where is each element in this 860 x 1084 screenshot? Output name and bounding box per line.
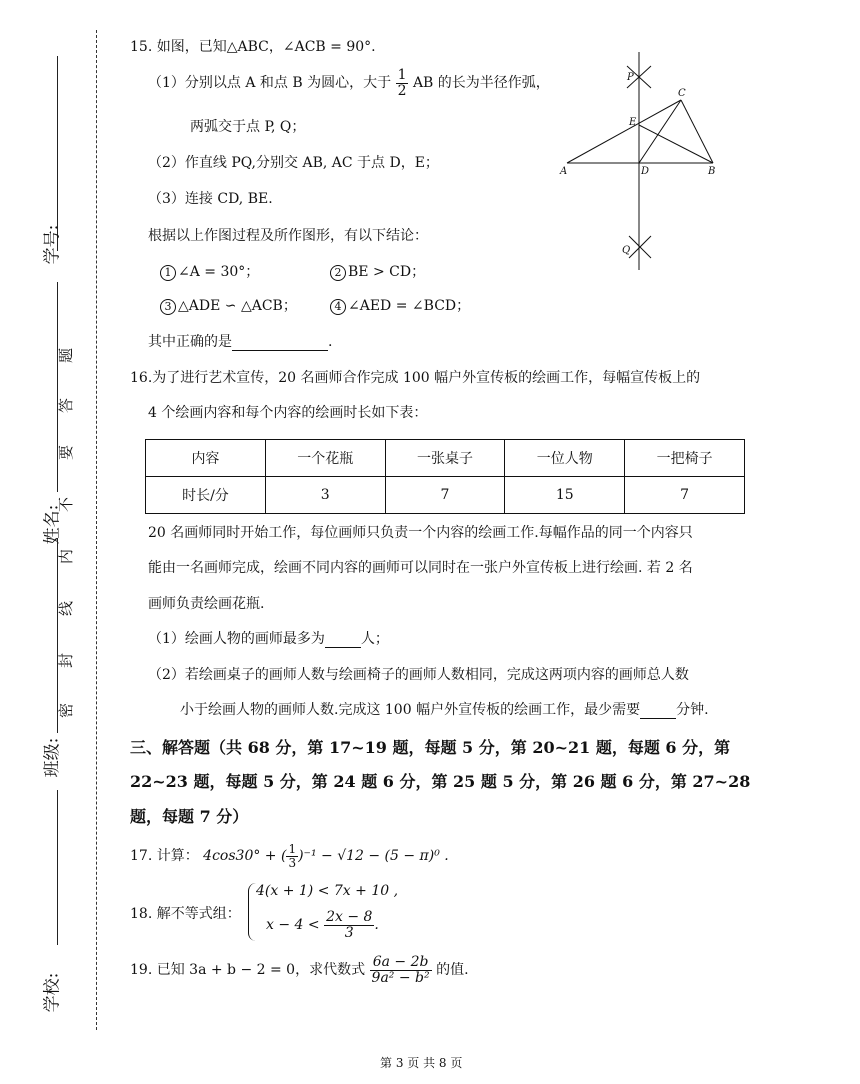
label-p: P (627, 72, 634, 83)
warning-char: 答 (57, 397, 76, 414)
section-heading-line3: 题，每题 7 分） (130, 807, 249, 826)
circled-number: 1 (160, 265, 176, 281)
q15-step2: （2）作直线 PQ,分别交 AB, AC 于点 D，E； (148, 155, 439, 171)
q16-stem-line1: 16.为了进行艺术宣传，20 名画师合作完成 100 幅户外宣传板的绘画工作，每幅宣传板上的 (130, 370, 701, 386)
warning-char: 要 (57, 444, 76, 461)
warning-char: 密 (57, 702, 76, 719)
q15-stem: 15. 如图，已知△ABC，∠ACB = 90°. (130, 39, 376, 55)
table-cell: 7 (385, 477, 505, 514)
sub2-text: 小于绘画人物的画师人数.完成这 100 幅户外宣传板的绘画工作，最少需要 (180, 702, 641, 718)
q15-conclusion-2 (330, 261, 425, 281)
sub2-end: 分钟. (676, 702, 709, 718)
sub1-end: 人； (360, 631, 389, 647)
q16-sub2-line1: （2）若绘画桌子的画师人数与绘画椅子的画师人数相同，完成这两项内容的画师总人数 (148, 667, 689, 683)
q18-inequality-2 (266, 910, 379, 940)
fraction-denominator: 3 (288, 855, 297, 870)
q16-stem-line2: 4 个绘画内容和每个内容的绘画时长如下表： (148, 405, 428, 421)
q17-expression: 4cos30° + ( (203, 848, 287, 865)
q15-conclusion-3 (160, 295, 297, 315)
table-cell: 时长/分 (146, 477, 266, 514)
circled-number: 3 (160, 299, 176, 315)
table-cell: 内容 (146, 440, 266, 477)
q18-inequality-1: 4(x + 1) < 7x + 10 , (256, 883, 399, 899)
student-id-line (57, 56, 58, 251)
q15-geometry-figure (555, 52, 730, 272)
answer-blank[interactable] (325, 631, 361, 648)
q15-half-fraction (396, 68, 409, 98)
label-d: D (641, 166, 650, 177)
warning-char: 线 (57, 600, 76, 617)
table-row (146, 477, 745, 514)
duration-table (145, 439, 745, 514)
label-a: A (560, 166, 568, 177)
binding-dashed-line (96, 30, 97, 1030)
q19-prefix: 19. 已知 3a + b − 2 = 0，求代数式 (130, 962, 366, 979)
fraction-denominator: 3 (344, 924, 354, 941)
answer-blank[interactable] (232, 334, 328, 351)
q15-step1-cont: 两弧交于点 P, Q； (190, 119, 306, 135)
q19-suffix: 的值. (436, 962, 469, 979)
q16-sub2-line2 (180, 699, 709, 719)
circled-number: 2 (330, 265, 346, 281)
segment-cd (639, 100, 681, 163)
q16-sub1 (148, 628, 389, 648)
inequality-end: . (374, 917, 379, 934)
name-line (57, 282, 58, 492)
q15-conclusion-1 (160, 261, 259, 281)
fraction-numerator: 6a − 2b (370, 955, 432, 971)
warning-char: 不 (57, 496, 76, 513)
conclusion-text: ∠A = 30°； (178, 264, 260, 280)
segment-ac (567, 100, 681, 163)
segment-cb (681, 100, 713, 163)
section-heading-line1: 三、解答题（共 68 分，第 17~19 题，每题 5 分，第 20~21 题，每题 6 分，第 (130, 738, 731, 757)
q15-step1-text: （1）分别以点 A 和点 B 为圆心，大于 (148, 75, 392, 92)
fraction-numerator: 1 (288, 842, 297, 856)
label-c: C (678, 88, 686, 99)
label-b: B (708, 166, 716, 177)
conclusion-text: BE > CD； (348, 264, 426, 280)
fraction-numerator: 1 (397, 67, 407, 83)
school-label: 学校: (42, 972, 63, 1013)
q15-answer-line (148, 331, 332, 351)
q18-fraction (324, 910, 374, 940)
q15-step3: （3）连接 CD, BE. (148, 191, 273, 207)
page-footer: 第 3 页 共 8 页 (380, 1056, 463, 1070)
warning-char: 内 (57, 548, 76, 565)
answer-prompt: 其中正确的是 (148, 334, 232, 350)
q17-expression-end: )⁻¹ − √12 − (5 − π)⁰ . (298, 848, 449, 865)
answer-end: . (328, 334, 333, 350)
class-label: 班级: (42, 737, 63, 778)
question-19 (130, 955, 469, 985)
q19-fraction (370, 955, 432, 985)
table-cell: 7 (625, 477, 745, 514)
section-heading-line2: 22~23 题，每题 5 分，第 24 题 6 分，第 25 题 5 分，第 26 题 6 分，第 27~28 (130, 772, 751, 791)
label-q: Q (622, 245, 631, 256)
table-cell: 15 (505, 477, 625, 514)
circled-number: 4 (330, 299, 346, 315)
table-cell: 一张桌子 (385, 440, 505, 477)
label-e: E (629, 117, 637, 128)
table-cell: 一个花瓶 (265, 440, 385, 477)
table-header-row (146, 440, 745, 477)
conclusion-text: △ADE ∽ △ACB； (178, 298, 297, 314)
answer-blank[interactable] (640, 702, 676, 719)
table-cell: 3 (265, 477, 385, 514)
table-cell: 一位人物 (505, 440, 625, 477)
student-id-label: 学号: (42, 224, 63, 265)
q15-step1 (148, 68, 550, 98)
question-17 (130, 843, 449, 869)
q16-para-line1: 20 名画师同时开始工作，每位画师只负责一个内容的绘画工作.每幅作品的同一个内容只 (148, 525, 693, 541)
segment-be (639, 125, 713, 163)
q16-para-line2: 能由一名画师完成，绘画不同内容的画师可以同时在一张户外宣传板上进行绘画. 若 2 名 (148, 560, 693, 576)
inequality-left: x − 4 < (266, 917, 320, 934)
fraction-denominator: 2 (397, 82, 407, 99)
q17-prefix: 17. 计算： (130, 848, 199, 865)
q18-prefix: 18. 解不等式组： (130, 906, 241, 922)
q15-conclusion-4 (330, 295, 470, 315)
sub1-text: （1）绘画人物的画师最多为 (148, 631, 325, 647)
q16-para-line3: 画师负责绘画花瓶. (148, 596, 265, 612)
school-line (57, 790, 58, 945)
fraction-denominator: 9a² − b² (371, 969, 430, 986)
fraction-numerator: 2x − 8 (326, 909, 373, 925)
table-cell: 一把椅子 (625, 440, 745, 477)
warning-char: 题 (57, 347, 76, 364)
q15-step1-text-end: AB 的长为半径作弧， (412, 75, 550, 92)
q17-fraction (286, 843, 298, 869)
conclusion-text: ∠AED = ∠BCD； (348, 298, 471, 314)
warning-char: 封 (57, 652, 76, 669)
q15-intro: 根据以上作图过程及所作图形，有以下结论： (148, 228, 428, 244)
name-label: 姓名: (42, 504, 63, 545)
